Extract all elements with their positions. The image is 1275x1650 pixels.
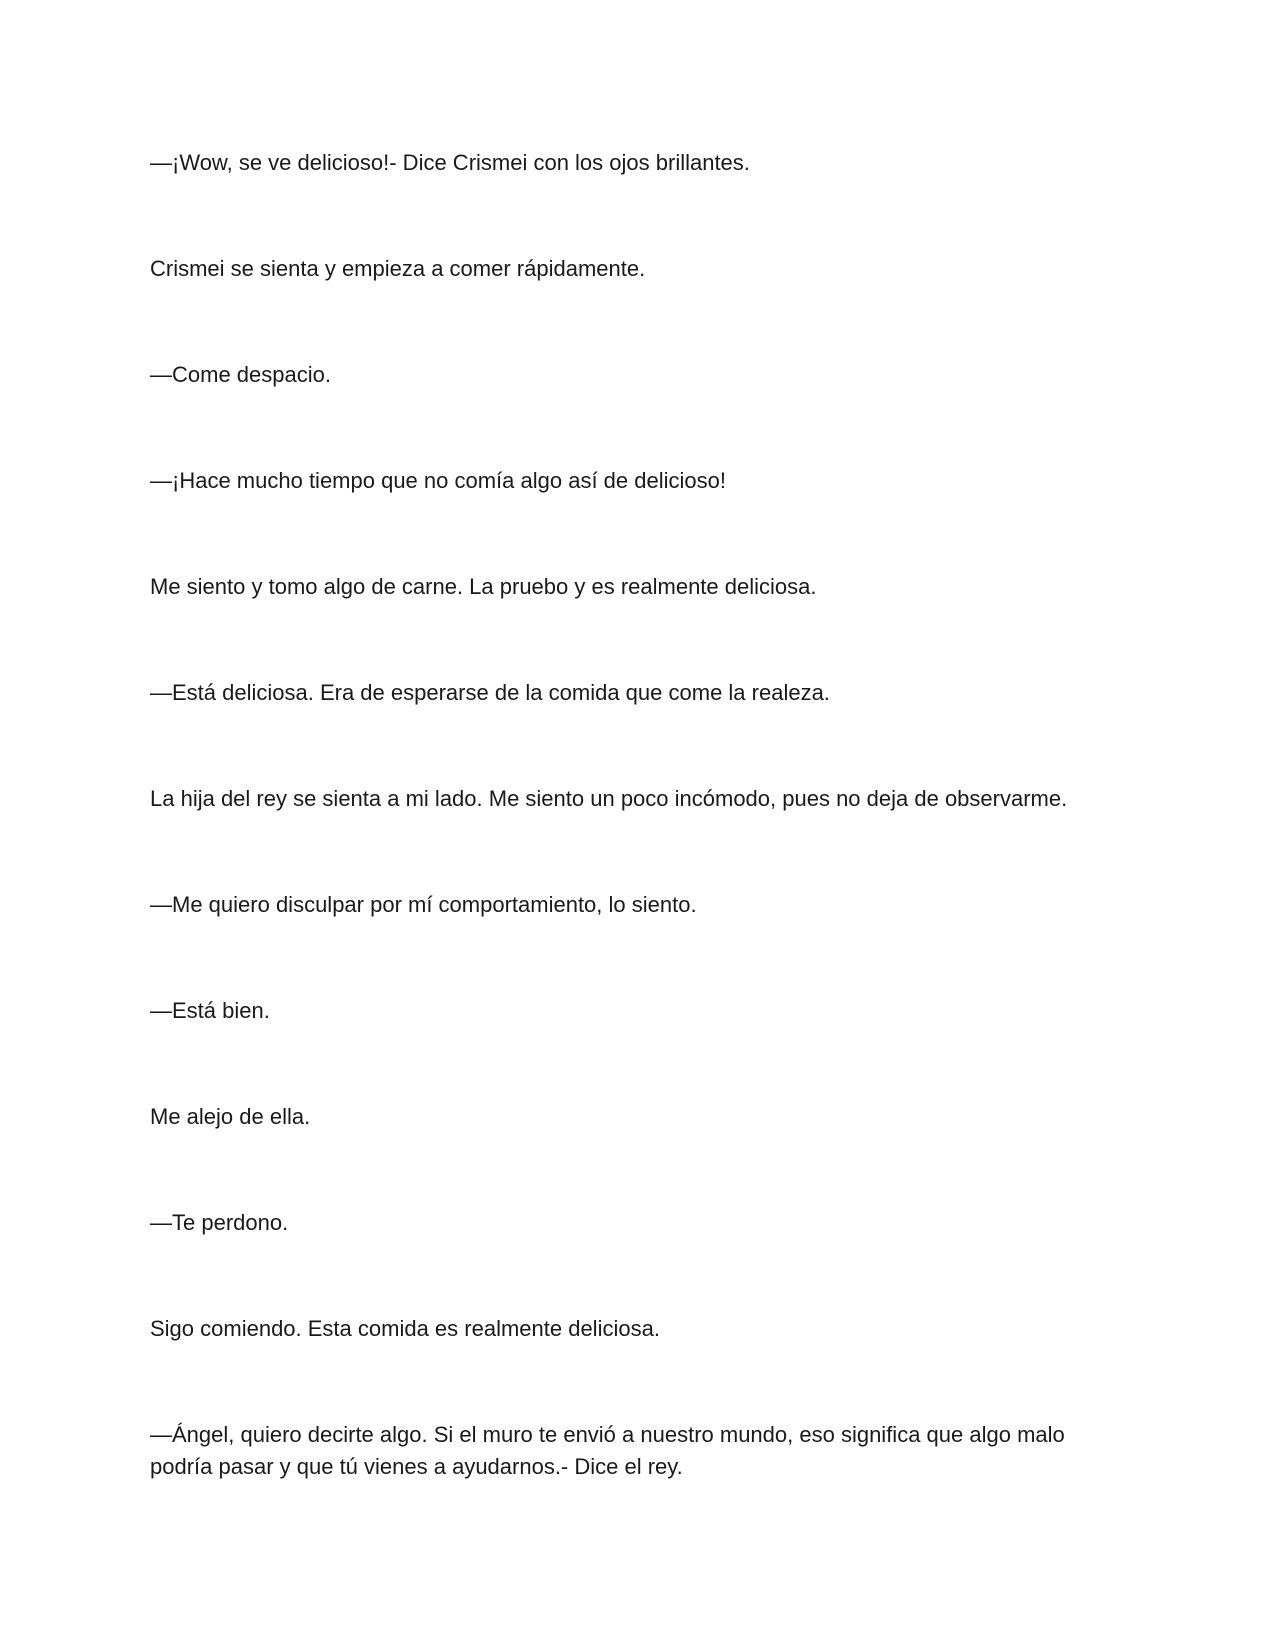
paragraph: Sigo comiendo. Esta comida es realmente deliciosa.	[150, 1316, 660, 1341]
paragraph: Me siento y tomo algo de carne. La pruebo y es realmente deliciosa.	[150, 574, 817, 599]
paragraph: —Está bien.	[150, 998, 270, 1023]
paragraph: —Come despacio.	[150, 362, 331, 387]
paragraph: La hija del rey se sienta a mi lado. Me siento un poco incómodo, pues no deja de observarme.	[150, 786, 1068, 811]
paragraph: —Está deliciosa. Era de esperarse de la comida que come la realeza.	[150, 680, 830, 705]
paragraph: —Me quiero disculpar por mí comportamiento, lo siento.	[150, 892, 697, 917]
paragraph: —¡Hace mucho tiempo que no comía algo así de delicioso!	[150, 468, 726, 493]
paragraph: Me alejo de ella.	[150, 1104, 311, 1129]
paragraph: —Ángel, quiero decirte algo. Si el muro te envió a nuestro mundo, eso significa que algo malo podría pasar y que tú vienes a ayudarnos.- Dice el rey.	[150, 1422, 1065, 1479]
paragraph: —¡Wow, se ve delicioso!- Dice Crismei con los ojos brillantes.	[150, 150, 750, 175]
paragraph: —Te perdono.	[150, 1210, 289, 1235]
paragraph: Crismei se sienta y empieza a comer rápidamente.	[150, 256, 646, 281]
